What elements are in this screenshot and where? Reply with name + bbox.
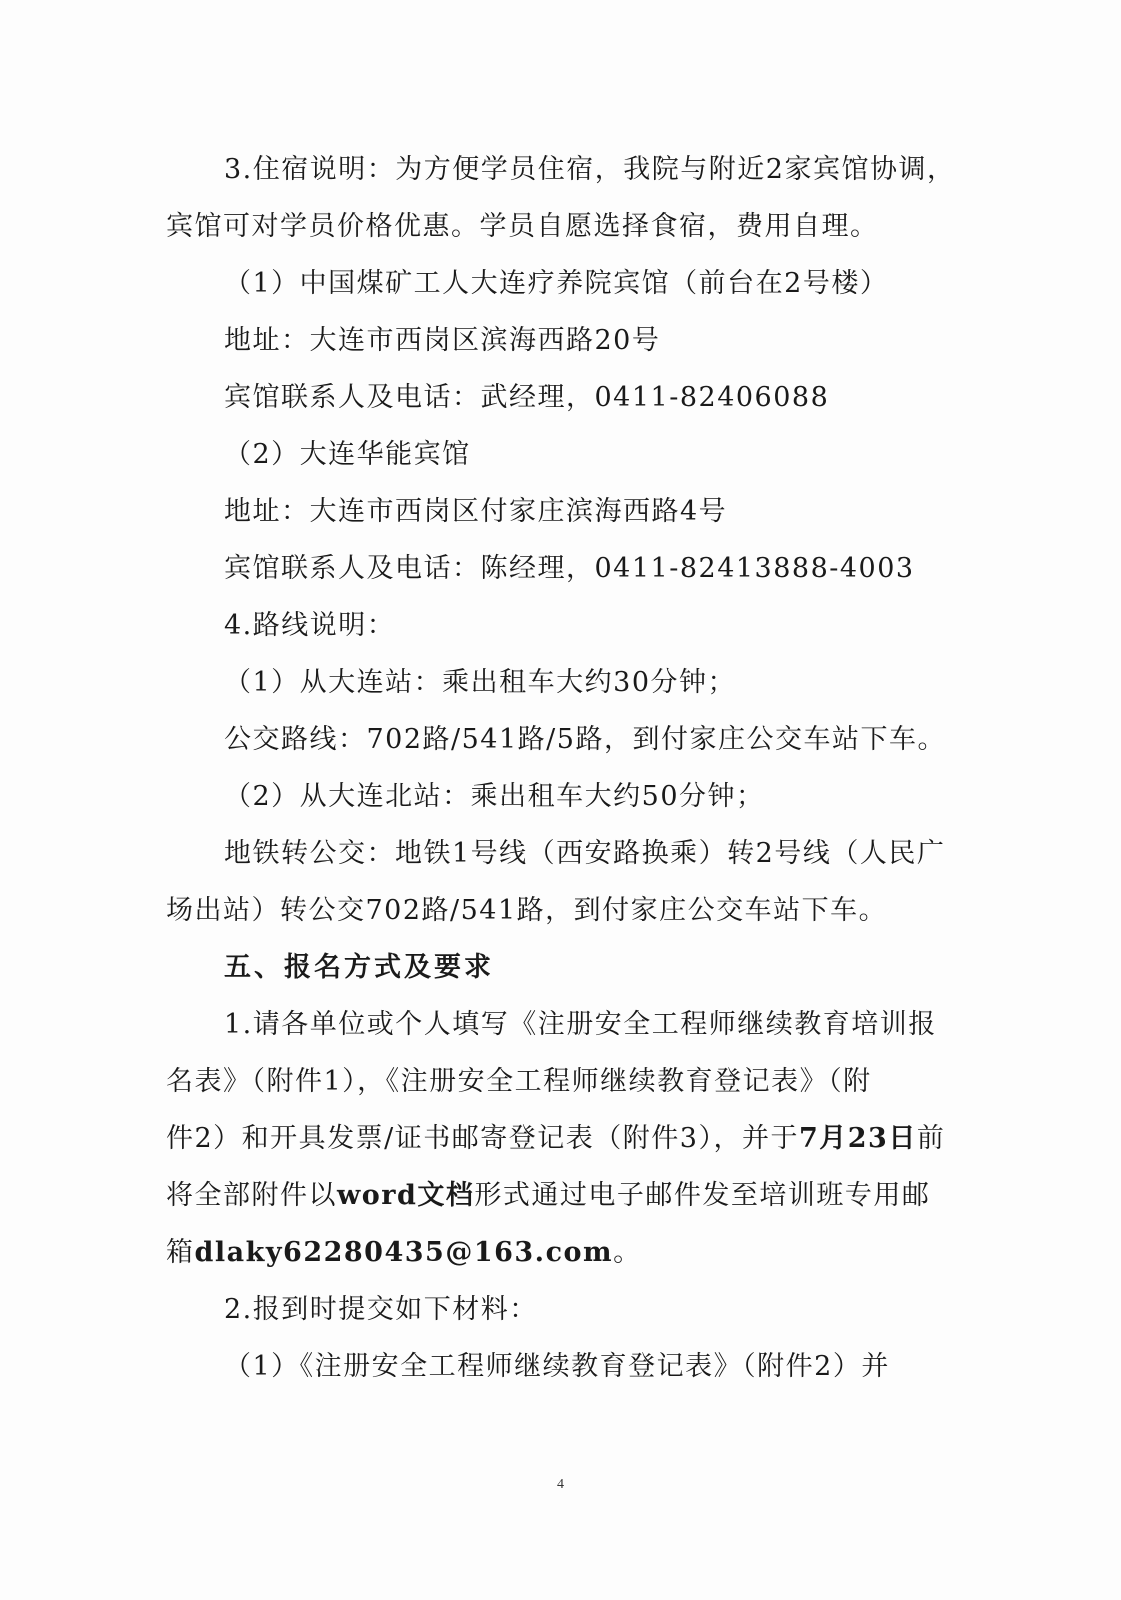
- email-address: dlaky62280435@163.com: [194, 1237, 614, 1268]
- deadline-date: 7月23日: [798, 1123, 917, 1154]
- email-suffix: 。: [613, 1237, 642, 1268]
- hotel-1-address: 地址：大连市西岗区滨海西路20号: [224, 325, 661, 356]
- accommodation-intro: 3.住宿说明：为方便学员住宿，我院与附近2家宾馆协调，: [224, 154, 956, 185]
- deadline-text-after: 前: [916, 1123, 946, 1154]
- email-line: [166, 1235, 642, 1271]
- accommodation-intro-cont: 宾馆可对学员价格优惠。学员自愿选择食宿，费用自理。: [166, 211, 879, 242]
- route-bus: 公交路线：702路/541路/5路，到付家庄公交车站下车。: [224, 724, 946, 755]
- hotel-1-contact: 宾馆联系人及电话：武经理，0411-82406088: [224, 382, 830, 413]
- email-prefix: 箱: [166, 1237, 195, 1268]
- format-word-doc: word文档: [337, 1180, 475, 1211]
- route-metro: 地铁转公交：地铁1号线（西安路换乘）转2号线（人民广: [224, 838, 946, 869]
- route-heading: 4.路线说明：: [224, 610, 396, 641]
- hotel-2-contact: 宾馆联系人及电话：陈经理，0411-82413888-4003: [224, 553, 915, 584]
- registration-item-1: 1.请各单位或个人填写《注册安全工程师继续教育培训报: [224, 1009, 937, 1040]
- format-text-after: 形式通过电子邮件发至培训班专用邮: [474, 1180, 931, 1211]
- format-text-before: 将全部附件以: [166, 1180, 337, 1211]
- hotel-2-address: 地址：大连市西岗区付家庄滨海西路4号: [224, 496, 728, 527]
- route-dalian-station: （1）从大连站：乘出租车大约30分钟；: [224, 667, 737, 698]
- deadline-text-before: 件2）和开具发票/证书邮寄登记表（附件3），并于: [166, 1123, 799, 1154]
- section-heading-registration: 五、报名方式及要求: [224, 952, 494, 983]
- registration-item-2: 2.报到时提交如下材料：: [224, 1294, 538, 1325]
- registration-deadline-line: [166, 1121, 945, 1157]
- page-number: 4: [557, 1477, 564, 1492]
- route-dalian-north-station: （2）从大连北站：乘出租车大约50分钟；: [224, 781, 765, 812]
- registration-item-1-cont: 名表》（附件1），《注册安全工程师继续教育登记表》（附: [166, 1066, 872, 1097]
- hotel-2-name: （2）大连华能宾馆: [224, 439, 471, 470]
- route-metro-cont: 场出站）转公交702路/541路，到付家庄公交车站下车。: [166, 895, 888, 926]
- registration-item-2-sub-1: （1）《注册安全工程师继续教育登记表》（附件2）并: [224, 1351, 890, 1382]
- submission-format-line: [166, 1178, 930, 1214]
- hotel-1-name: （1）中国煤矿工人大连疗养院宾馆（前台在2号楼）: [224, 268, 889, 299]
